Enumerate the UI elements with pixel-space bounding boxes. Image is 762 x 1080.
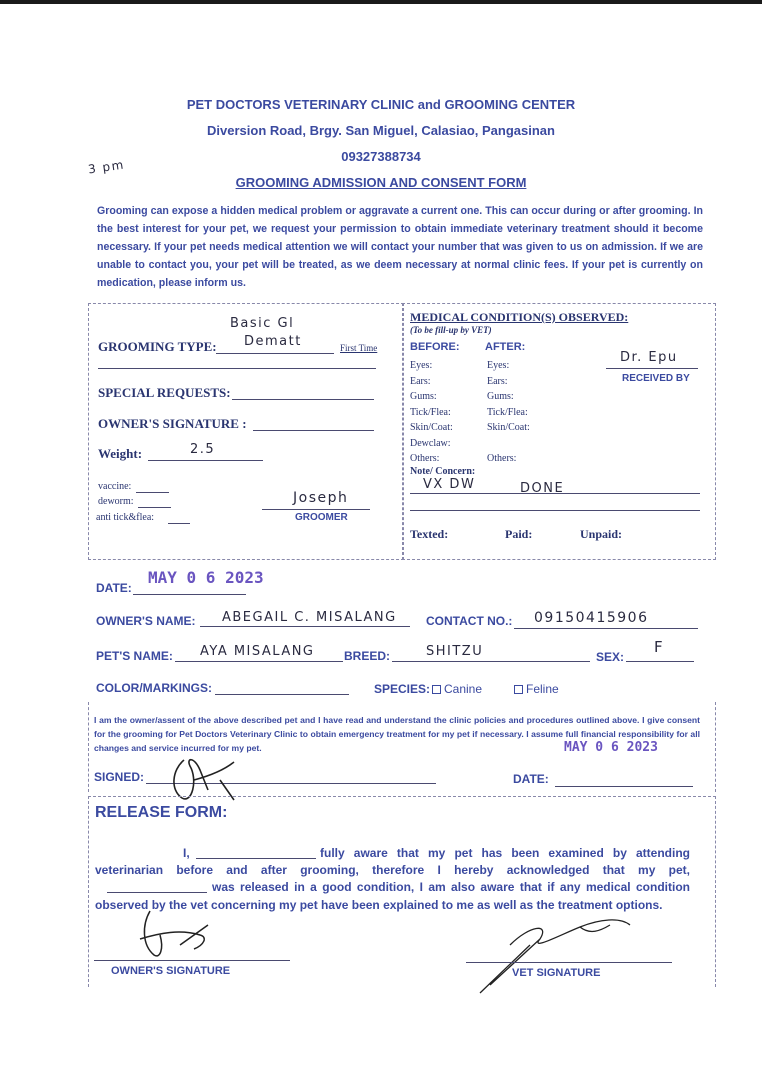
owners-signature-line [253, 430, 374, 431]
date-label: DATE: [96, 581, 132, 595]
groomer-line [262, 509, 370, 510]
color-markings-label: COLOR/MARKINGS: [96, 681, 212, 695]
owners-name-label: OWNER'S NAME: [96, 614, 196, 628]
clinic-name: PET DOCTORS VETERINARY CLINIC and GROOMING CENTER [186, 97, 576, 112]
signed-label: SIGNED: [94, 770, 145, 784]
grooming-type-line-2 [98, 368, 376, 369]
release-text-5: observed by the vet concerning my pet have been explained to me as well as the treatment options. [95, 898, 663, 912]
canine-checkbox[interactable] [432, 685, 441, 694]
consent-paragraph: I am the owner/assent of the above described pet and I have read and understand the clinic policies and procedures outlined above. I give consent for the grooming for Pet Doctors Veterinary Clinic to obtain emergency treatment for my pet if necessary. I assume full financial responsibility for all changes and service incurred for my pet. [94, 715, 700, 753]
owners-name-line [200, 626, 410, 627]
vet-signature-line [466, 962, 672, 963]
canine-label: Canine [444, 682, 483, 696]
breed-label: BREED: [344, 649, 391, 663]
vaccine-label: vaccine: [98, 481, 132, 492]
release-title: RELEASE FORM: [95, 804, 228, 821]
deworm-line [138, 507, 171, 508]
feline-label: Feline [526, 682, 559, 696]
grooming-type-line [216, 353, 334, 354]
unpaid-label: Unpaid: [580, 527, 623, 541]
before-item: Skin/Coat: [410, 422, 453, 433]
vet-signature-label: VET SIGNATURE [512, 967, 601, 979]
date-stamp: MAY 0 6 2023 [148, 568, 264, 587]
after-item: Eyes: [487, 360, 510, 371]
release-text-4: was released in a good condition, I am also aware that if any medical condition [212, 880, 690, 894]
before-item: Others: [410, 453, 440, 464]
species-canine-option[interactable] [432, 682, 482, 696]
vet-release-signature [470, 905, 650, 995]
grooming-type-value-1: Basic Gl [230, 316, 295, 331]
pets-name-value: AYA MISALANG [200, 644, 315, 659]
received-by-label: RECEIVED BY [622, 373, 690, 384]
scan-top-edge [0, 0, 762, 4]
release-text-3: veterinarian before and after grooming, therefore I hereby acknowledged that my pet, [95, 863, 690, 877]
note-label: Note/ Concern: [410, 466, 476, 477]
paid-label: Paid: [505, 527, 533, 541]
first-time-label: First Time [340, 343, 378, 353]
antitick-line [168, 523, 190, 524]
before-item: Eyes: [410, 360, 433, 371]
owner-signature-line [94, 960, 290, 961]
medical-title: MEDICAL CONDITION(S) OBSERVED: [410, 310, 629, 324]
feline-checkbox[interactable] [514, 685, 523, 694]
after-list [487, 358, 557, 467]
after-item: Others: [487, 453, 517, 464]
sex-label: SEX: [596, 650, 625, 664]
groomer-label: GROOMER [295, 512, 348, 523]
before-item: Gums: [410, 391, 437, 402]
release-text-2: fully aware that my pet has been examined by attending [320, 846, 690, 860]
consent-date-stamp: MAY 0 6 2023 [564, 740, 658, 755]
deworm-label: deworm: [98, 496, 134, 507]
medical-subtitle: (To be fill-up by VET) [410, 325, 492, 335]
texted-label: Texted: [410, 527, 449, 541]
after-item: Tick/Flea: [487, 406, 528, 418]
release-text-1: I, [183, 846, 190, 860]
weight-label: Weight: [98, 446, 143, 461]
received-by-value: Dr. Epu [620, 350, 678, 365]
groomer-value: Joseph [293, 490, 349, 506]
before-item: Dewclaw: [410, 437, 451, 449]
special-requests-label: SPECIAL REQUESTS: [98, 385, 231, 400]
species-feline-option[interactable] [514, 682, 559, 696]
owners-name-value: ABEGAIL C. MISALANG [222, 610, 397, 625]
grooming-type-label: GROOMING TYPE: [98, 339, 217, 354]
color-markings-line [215, 694, 349, 695]
date2-label: DATE: [513, 772, 549, 786]
sex-value: F [654, 638, 665, 656]
before-label: BEFORE: [410, 341, 460, 353]
sex-line [626, 661, 694, 662]
pets-name-line [175, 661, 343, 662]
breed-value: SHITZU [426, 644, 484, 659]
received-by-line [606, 368, 698, 369]
clinic-phone: 09327388734 [341, 149, 421, 164]
before-list [410, 358, 480, 467]
handwritten-time: 3 pm [87, 157, 126, 177]
intro-paragraph: Grooming can expose a hidden medical problem or aggravate a current one. This can occur during or after grooming. In the best interest for your pet, we request your permission to obtain immediate veterinary treatment should it become necessary. If your pet needs medical attention we will contact your number that was given to us on admission. If we are unable to contact you, your pet will be treated, as we deem necessary at normal clinic fees. If your pet is currently on medication, please inform us. [97, 205, 703, 289]
owner-release-signature [120, 905, 230, 965]
form-title: GROOMING ADMISSION AND CONSENT FORM [235, 175, 527, 190]
after-item: Skin/Coat: [487, 422, 530, 433]
antitick-label: anti tick&flea: [96, 512, 155, 523]
after-item [487, 436, 557, 452]
before-item: Ears: [410, 375, 431, 387]
date2-line [555, 786, 693, 787]
clinic-address: Diversion Road, Brgy. San Miguel, Calasiao, Pangasinan [207, 123, 555, 138]
breed-line [392, 661, 590, 662]
after-item: Gums: [487, 391, 514, 402]
weight-value: 2.5 [190, 442, 216, 457]
after-label: AFTER: [485, 341, 526, 353]
date-line [133, 594, 246, 595]
note-value-1: VX DW [423, 477, 476, 492]
weight-line [148, 460, 263, 461]
vaccine-line [136, 492, 169, 493]
owners-signature-label: OWNER'S SIGNATURE : [98, 416, 247, 431]
release-pet-line [107, 892, 207, 893]
species-label: SPECIES: [374, 682, 431, 696]
note-line-1 [410, 493, 700, 494]
contact-value: 09150415906 [534, 610, 649, 626]
grooming-type-value-2: Dematt [244, 334, 302, 349]
before-item: Tick/Flea: [410, 406, 451, 418]
special-requests-line [232, 399, 374, 400]
note-line-2 [410, 510, 700, 511]
contact-label: CONTACT NO.: [426, 614, 513, 628]
pets-name-label: PET'S NAME: [96, 649, 173, 663]
note-value-2: DONE [520, 481, 565, 496]
contact-line [514, 628, 698, 629]
owner-signature-label: OWNER'S SIGNATURE [111, 965, 231, 977]
after-item: Ears: [487, 375, 508, 387]
release-name-line [196, 858, 316, 859]
